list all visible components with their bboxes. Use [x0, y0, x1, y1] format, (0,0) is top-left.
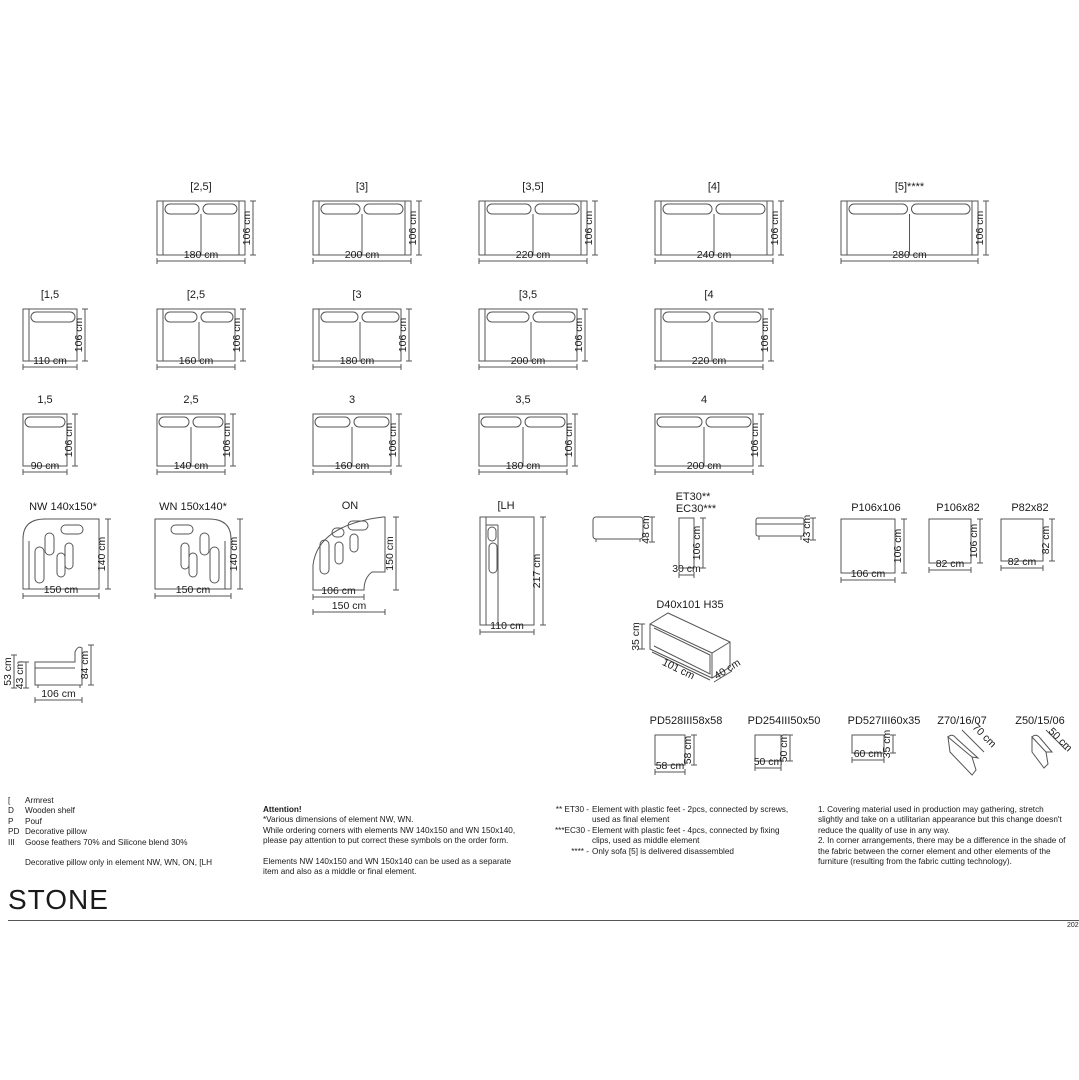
dimension-label: 160 cm	[178, 355, 214, 367]
sofa-outline	[479, 309, 577, 361]
dimension-label: 70 cm	[969, 721, 999, 751]
dimension-label: 60 cm	[853, 748, 883, 760]
back-cushion	[210, 547, 219, 583]
module-n15	[23, 394, 78, 475]
module-z70	[937, 715, 998, 775]
dimension-label: 106 cm	[41, 688, 76, 700]
back-cushion	[321, 204, 360, 214]
dimension-label: 82 cm	[935, 558, 965, 570]
back-cushion	[354, 417, 389, 427]
dimension-label: 140 cm	[173, 460, 209, 472]
module-label: [3	[352, 289, 362, 301]
pouf-outline	[929, 519, 971, 563]
module-ottoman	[593, 515, 655, 544]
dimension-label: 101 cm	[660, 656, 697, 683]
dimension-label: 106 cm	[892, 528, 904, 564]
dimension-label: 48 cm	[640, 515, 652, 544]
dimension-label: 106 cm	[573, 317, 585, 353]
back-cushion	[35, 547, 44, 583]
module-label: 3	[348, 394, 356, 406]
module-p82	[1001, 502, 1055, 571]
module-label: [4	[704, 289, 714, 301]
module-nw	[23, 501, 111, 599]
back-cushion	[362, 312, 399, 322]
back-cushion	[533, 312, 575, 322]
dimension-label: 180 cm	[183, 249, 219, 261]
back-cushion	[912, 204, 971, 214]
module-lh	[480, 500, 546, 635]
dimension-label: 140 cm	[228, 536, 240, 572]
back-cushion	[663, 204, 712, 214]
module-label: P106x106	[851, 502, 901, 514]
back-cushion	[525, 417, 565, 427]
module-label: [5]****	[894, 181, 925, 193]
sofa-outline	[313, 309, 401, 361]
module-n25	[157, 394, 236, 475]
dimension-label: 106 cm	[749, 422, 761, 458]
legend-item: III Goose feathers 70% and Silicone blend 30%	[8, 837, 188, 847]
bolster-outline	[1032, 737, 1048, 768]
legend	[8, 796, 212, 868]
module-label: NW 140x150*	[29, 501, 97, 513]
module-s4b	[655, 181, 784, 264]
dimension-label: 150 cm	[43, 584, 79, 596]
dimension-label: 110 cm	[33, 355, 67, 367]
module-label: [2,5	[186, 289, 206, 301]
back-cushion	[193, 417, 223, 427]
attention-title: Attention!	[263, 805, 302, 814]
legend-item: PD Decorative pillow	[8, 827, 87, 837]
footnote: ***EC30 - Element with plastic feet - 4pcs, connected by fixing clips, used as middle element	[555, 825, 780, 846]
dimension-label: 200 cm	[510, 355, 546, 367]
module-label: P106x82	[936, 502, 980, 514]
module-label: [1,5	[40, 289, 60, 301]
dimension-label: 82 cm	[1007, 556, 1037, 568]
dimension-label: 106 cm	[73, 317, 85, 353]
legend-note: Decorative pillow only in element NW, WN, ON, [LH	[25, 858, 213, 868]
bolster-outline	[948, 737, 976, 775]
back-cushion	[315, 417, 350, 427]
module-label: Z50/15/06	[1015, 715, 1065, 727]
decorative-pillow	[189, 553, 197, 577]
footnotes	[555, 805, 792, 857]
dimension-label: 200 cm	[686, 460, 722, 472]
decorative-pillow	[489, 543, 497, 573]
dimension-label: 140 cm	[96, 536, 108, 572]
dimension-label: 106 cm	[397, 317, 409, 353]
module-label: 2,5	[183, 394, 199, 406]
back-cushion	[200, 533, 209, 555]
back-cushion	[31, 312, 75, 322]
module-label: P82x82	[1011, 502, 1049, 514]
dimension-label: 106 cm	[850, 568, 886, 580]
back-cushion	[663, 312, 710, 322]
dimension-label: 220 cm	[515, 249, 551, 261]
dimension-label: 43 cm	[801, 514, 813, 544]
module-label: Z70/16/07	[937, 715, 987, 727]
dimension-label: 106 cm	[321, 585, 356, 597]
module-label: ON	[341, 500, 359, 512]
bolster-edge	[1032, 735, 1052, 752]
dimension-label: 90 cm	[30, 460, 60, 472]
module-l25	[157, 289, 246, 370]
back-cushion	[61, 525, 83, 534]
dimension-label: 150 cm	[331, 600, 367, 612]
module-label: [LH	[497, 500, 515, 512]
back-cushion	[45, 533, 54, 555]
legend-item: P Pouf	[8, 816, 42, 826]
back-cushion	[159, 417, 189, 427]
module-l35	[479, 289, 588, 370]
module-s3b	[313, 181, 422, 264]
module-et	[672, 491, 717, 578]
dimension-label: 84 cm	[79, 650, 91, 680]
dimension-label: 180 cm	[505, 460, 541, 472]
sofa-outline	[655, 309, 763, 361]
attention-note: Attention! *Various dimensions of element NW, WN. While ordering corners with elements NW 140x150 and WN 150x140, please pay attention to put correct these symbols on the order form. Elements NW 140x150 and WN 150x140 can be used as a separate item and also as a middle or final element.	[263, 805, 516, 877]
module-footstool	[756, 514, 816, 543]
dimension-label: 58 cm	[655, 760, 685, 772]
module-l3	[313, 289, 412, 370]
module-n3	[313, 394, 402, 475]
footer-divider	[8, 920, 1079, 921]
module-n35	[479, 394, 578, 475]
footnote: **** - Only sofa [5] is delivered disassembled	[571, 846, 734, 856]
brand-title: STONE	[8, 884, 109, 915]
pouf-outline	[841, 519, 895, 573]
dimension-label: 220 cm	[691, 355, 727, 367]
dimension-label: 35 cm	[881, 729, 893, 759]
dimension-label: 50 cm	[1045, 725, 1075, 755]
dimension-label: 40 cm	[712, 656, 743, 683]
back-cushion	[165, 204, 199, 214]
side-outline	[35, 647, 82, 685]
dimension-label: 240 cm	[696, 249, 732, 261]
back-cushion	[535, 204, 579, 214]
dimension-label: 50 cm	[778, 733, 790, 763]
decorative-pillow	[181, 543, 189, 569]
dimension-label: 106 cm	[221, 422, 233, 458]
dimension-label: 106 cm	[974, 210, 986, 246]
dimension-label: 35 cm	[630, 622, 642, 651]
page-number: 202	[1067, 922, 1079, 929]
back-cushion	[488, 527, 496, 541]
module-label: 1,5	[37, 394, 53, 406]
dimension-label: 150 cm	[175, 584, 211, 596]
footstool-side	[756, 518, 804, 536]
module-shelf	[630, 599, 743, 682]
back-cushion	[320, 540, 329, 574]
back-cushion	[487, 204, 531, 214]
dimension-label: 50 cm	[753, 756, 783, 768]
back-cushion	[165, 312, 197, 322]
decorative-pillow	[350, 534, 358, 552]
module-l15	[23, 289, 88, 370]
dimension-label: 106 cm	[387, 422, 399, 458]
decorative-pillow	[57, 553, 65, 577]
module-label: PD528III58x58	[649, 715, 723, 727]
dimension-label: 106 cm	[769, 210, 781, 246]
dimension-label: 43 cm	[14, 660, 26, 690]
dimension-label: 280 cm	[892, 249, 927, 261]
dimension-label: 58 cm	[682, 735, 694, 765]
module-on	[313, 500, 399, 615]
module-wn	[155, 501, 243, 599]
back-cushion	[25, 417, 65, 427]
dimension-label: 160 cm	[334, 460, 370, 472]
dimension-label: 106 cm	[563, 422, 575, 458]
module-label: PD527III60x35	[847, 715, 921, 727]
module-label: EC30***	[675, 503, 717, 515]
module-label: [3]	[355, 181, 369, 193]
pouf-outline	[1001, 519, 1043, 561]
back-cushion	[171, 525, 193, 534]
dimension-label: 106 cm	[407, 210, 419, 246]
module-label: ET30**	[675, 491, 711, 503]
dimension-label: 200 cm	[344, 249, 380, 261]
dimension-label: 106 cm	[63, 422, 75, 458]
module-label: [4]	[707, 181, 721, 193]
dimension-label: 82 cm	[1040, 525, 1052, 555]
module-s5b	[841, 181, 989, 264]
dimension-label: 150 cm	[384, 536, 396, 571]
footnote: ** ET30 - Element with plastic feet - 2pcs, connected by screws, used as final element	[555, 805, 789, 825]
back-cushion	[487, 312, 529, 322]
dimension-label: 106 cm	[968, 523, 980, 559]
sofa-outline	[23, 414, 67, 466]
module-label: [3,5]	[522, 181, 544, 193]
module-l4	[655, 289, 774, 370]
dimension-label: 106 cm	[241, 210, 253, 246]
module-label: 3,5	[515, 394, 531, 406]
module-p106	[841, 502, 907, 583]
back-cushion	[481, 417, 521, 427]
dimension-label: 106 cm	[759, 317, 771, 353]
back-cushion	[364, 204, 403, 214]
module-s25b	[157, 181, 256, 264]
legend-item: [ Armrest	[8, 796, 54, 805]
module-label: [2,5]	[190, 181, 212, 193]
decorative-pillow	[65, 543, 73, 569]
back-cushion	[714, 312, 761, 322]
decorative-pillow	[335, 542, 343, 564]
dimension-label: 106 cm	[691, 525, 703, 561]
ottoman-side	[593, 517, 643, 539]
back-cushion	[706, 417, 751, 427]
dimension-label: 30 cm	[672, 563, 701, 575]
dimension-label: 106 cm	[231, 317, 243, 353]
dimension-label: 106 cm	[583, 210, 595, 246]
dimension-label: 53 cm	[2, 657, 14, 686]
module-label: D40x101 H35	[656, 599, 724, 611]
back-cushion	[716, 204, 765, 214]
module-label: [3,5	[518, 289, 538, 301]
back-cushion	[849, 204, 908, 214]
module-s35b	[479, 181, 598, 264]
dimension-label: 180 cm	[339, 355, 375, 367]
module-label: 4	[700, 394, 708, 406]
module-p10682	[929, 502, 983, 573]
module-pd528	[650, 715, 723, 775]
module-pd254	[748, 715, 821, 771]
module-z50	[1015, 715, 1074, 768]
module-side-view	[2, 645, 94, 703]
module-label: WN 150x140*	[159, 501, 227, 513]
module-label: PD254III50x50	[747, 715, 821, 727]
dimension-label: 217 cm	[531, 553, 543, 589]
module-n4	[655, 394, 764, 475]
sofa-outline	[157, 309, 235, 361]
back-cushion	[321, 312, 358, 322]
legend-item: D Wooden shelf	[8, 806, 75, 816]
remarks: 1. Covering material used in production may gathering, stretch slightly and take on a utilitarian appearance but this change doesn't reduce the quality of use in any way. 2. In corner arrangements, there may be a difference in the shade of the fabric between the corner element and other elements of the furniture (resulting from the fabric cutting technology).	[818, 805, 1066, 867]
back-cushion	[203, 204, 237, 214]
back-cushion	[201, 312, 233, 322]
back-cushion	[657, 417, 702, 427]
dimension-label: 110 cm	[490, 620, 524, 632]
module-pd527	[848, 715, 921, 763]
